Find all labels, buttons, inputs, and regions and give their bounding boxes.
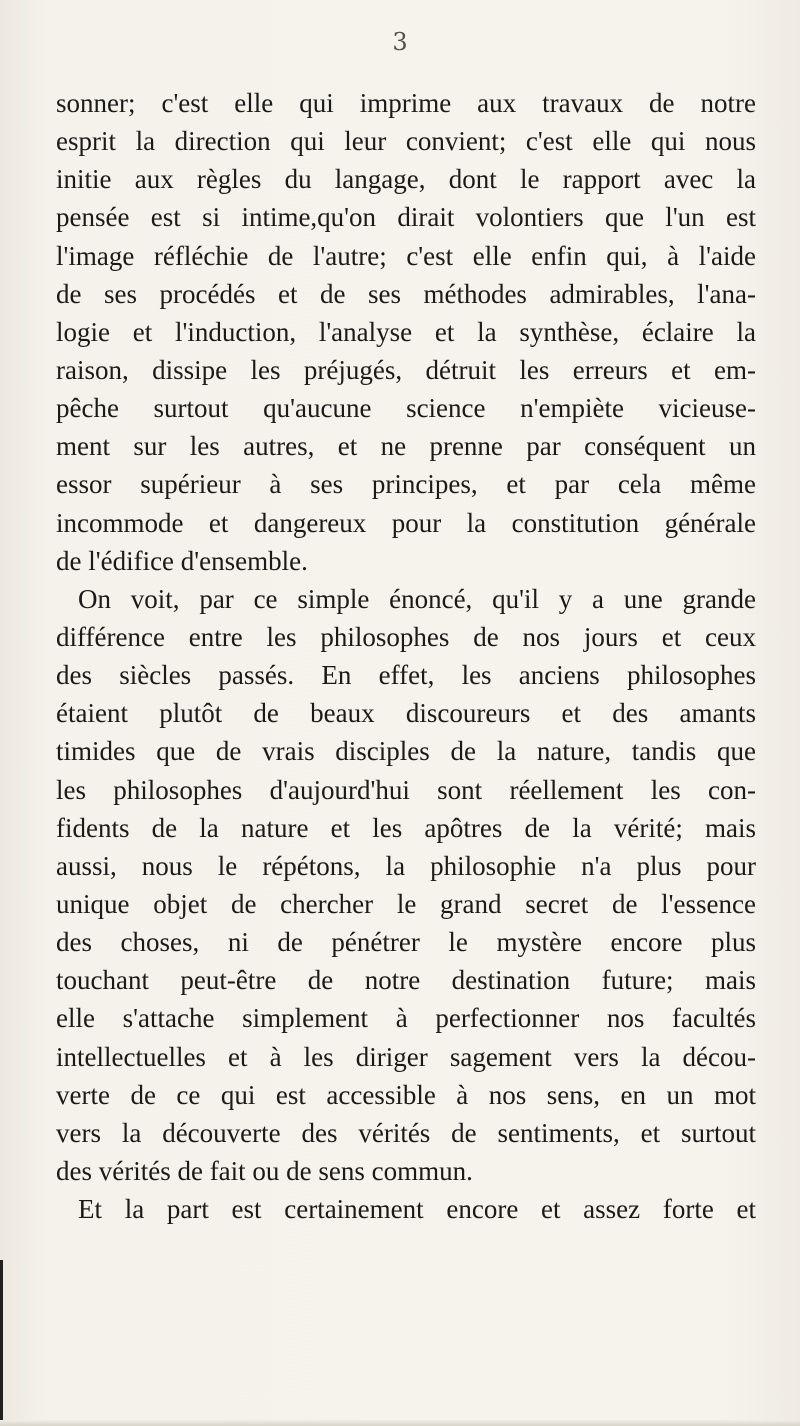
text-line: unique objet de chercher le grand secret de l'essence	[56, 888, 756, 919]
text-line: touchant peut-être de notre destination future; mais	[56, 965, 756, 996]
text-line: aussi, nous le répétons, la philosophie n'a plus pour	[56, 850, 756, 881]
text-line: incommode et dangereux pour la constitution générale	[56, 507, 756, 538]
text-line: de l'édifice d'ensemble.	[56, 545, 308, 576]
text-line: vers la découverte des vérités de sentiments, et surtout	[56, 1117, 756, 1148]
page-number: 3	[392, 28, 408, 56]
body-text	[56, 84, 756, 1228]
text-line: logie et l'induction, l'analyse et la synthèse, éclaire la	[56, 316, 756, 347]
page-bottom-edge	[0, 1420, 800, 1426]
text-line: intellectuelles et à les diriger sagement vers la décou-	[56, 1041, 756, 1072]
text-line: elle s'attache simplement à perfectionner nos facultés	[56, 1003, 756, 1034]
text-line: sonner; c'est elle qui imprime aux travaux de notre	[56, 88, 756, 118]
text-line: ment sur les autres, et ne prenne par conséquent un	[56, 431, 756, 462]
text-line: des vérités de fait ou de sens commun.	[56, 1155, 473, 1186]
text-line: fidents de la nature et les apôtres de la vérité; mais	[56, 812, 756, 843]
text-line: des siècles passés. En effet, les anciens philosophes	[56, 660, 756, 691]
page-edge-shadow	[0, 1260, 3, 1426]
text-line: de ses procédés et de ses méthodes admirables, l'ana-	[56, 278, 756, 309]
text-line: des choses, ni de pénétrer le mystère encore plus	[56, 927, 756, 958]
text-line: les philosophes d'aujourd'hui sont réellement les con-	[56, 774, 756, 805]
text-line: différence entre les philosophes de nos jours et ceux	[56, 621, 756, 652]
text-line: verte de ce qui est accessible à nos sens, en un mot	[56, 1079, 756, 1110]
text-line: essor supérieur à ses principes, et par cela même	[56, 469, 756, 500]
text-line: timides que de vrais disciples de la nature, tandis que	[56, 736, 756, 767]
text-line: étaient plutôt de beaux discoureurs et des amants	[56, 698, 756, 729]
text-line: initie aux règles du langage, dont le rapport avec la	[56, 164, 756, 195]
text-line: esprit la direction qui leur convient; c'est elle qui nous	[56, 126, 756, 157]
text-line: raison, dissipe les préjugés, détruit les erreurs et em-	[56, 354, 756, 385]
text-line: pêche surtout qu'aucune science n'empiète vicieuse-	[56, 393, 756, 424]
text-line: Et la part est certainement encore et assez forte et	[78, 1194, 756, 1225]
text-line: pensée est si intime,qu'on dirait volontiers que l'un est	[56, 202, 756, 233]
text-line: l'image réfléchie de l'autre; c'est elle enfin qui, à l'aide	[56, 240, 756, 271]
text-line: On voit, par ce simple énoncé, qu'il y a une grande	[78, 583, 756, 614]
